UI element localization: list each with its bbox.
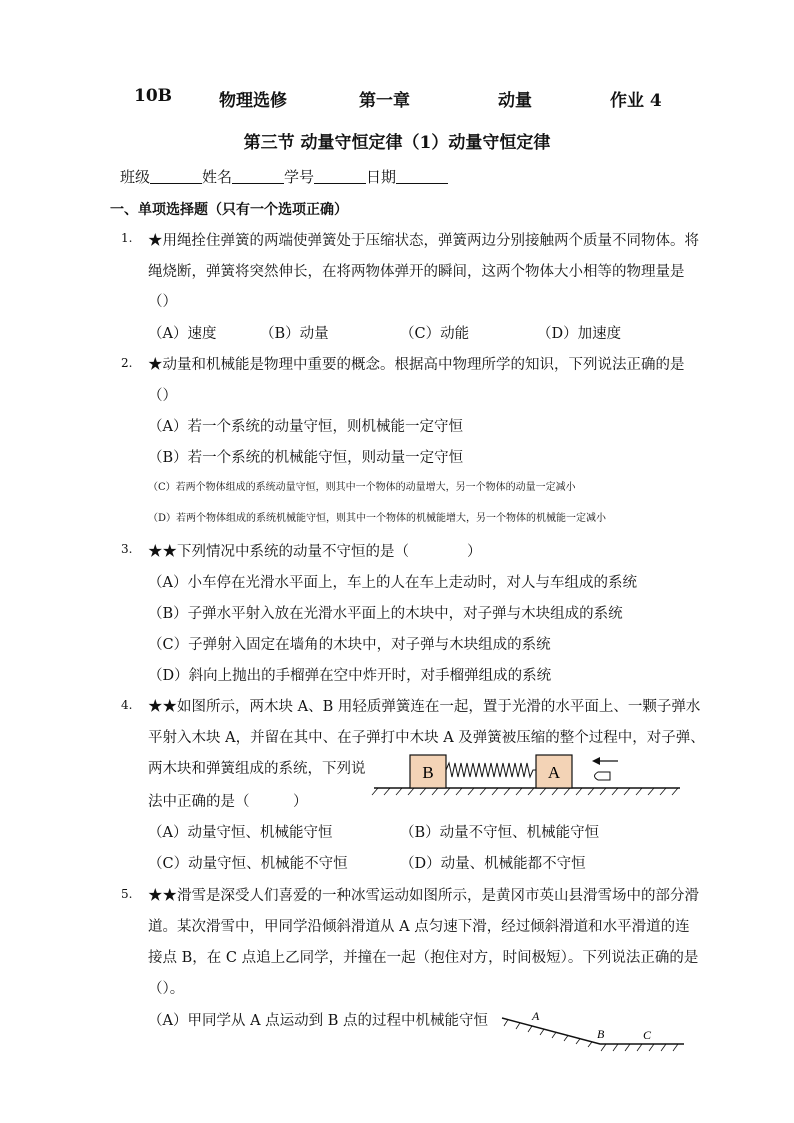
question-4-line-3: 两木块和弹簧组成的系统，下列说: [148, 761, 366, 777]
arrow-left-icon: [592, 757, 618, 765]
question-3-option-d[interactable]: （D）斜向上抛出的手榴弹在空中炸开时，对手榴弹组成的系统: [148, 668, 552, 684]
question-1-option-d[interactable]: （D）加速度: [537, 326, 622, 342]
question-1-line-3: （）: [148, 294, 177, 310]
header-class-code: 10B: [134, 86, 173, 106]
question-4-option-a[interactable]: （A）动量守恒、机械能守恒: [148, 825, 333, 841]
question-3-line-1: ★★下列情况中系统的动量不守恒的是（ ）: [148, 544, 482, 560]
question-1-option-b[interactable]: （B）动量: [260, 326, 329, 342]
question-1-option-a[interactable]: （A）速度: [148, 326, 217, 342]
header-chapter: 第一章: [359, 91, 410, 111]
slope-line: [502, 1018, 684, 1044]
class-label: 班级: [120, 168, 151, 186]
question-2-option-a[interactable]: （A）若一个系统的动量守恒，则机械能一定守恒: [148, 419, 463, 435]
block-a-label: A: [547, 763, 561, 782]
bullet-icon: [595, 772, 611, 780]
question-1-line-1: ★用绳拴住弹簧的两端使弹簧处于压缩状态，弹簧两边分别接触两个质量不同物体。将: [148, 233, 699, 249]
question-3-option-a[interactable]: （A）小车停在光滑水平面上，车上的人在车上走动时，对人与车组成的系统: [148, 575, 637, 591]
question-4-line-4: 法中正确的是（ ）: [148, 794, 308, 810]
student-info-line: [120, 166, 448, 187]
id-label: 学号: [284, 168, 315, 186]
question-4-option-c[interactable]: （C）动量守恒、机械能不守恒: [148, 856, 348, 872]
ground-hatching: [372, 788, 678, 795]
id-blank[interactable]: [314, 169, 366, 184]
page-title: 第三节 动量守恒定律（1）动量守恒定律: [243, 133, 551, 153]
question-4-line-2: 平射入木块 A，并留在其中、在子弹打中木块 A 及弹簧被压缩的整个过程中，对子弹、: [148, 730, 705, 746]
question-5-line-3: 接点 B，在 C 点追上乙同学，并撞在一起（抱住对方，时间极短）。下列说法正确的是: [148, 950, 699, 966]
date-blank[interactable]: [396, 169, 448, 184]
section-title: 一、单项选择题（只有一个选项正确）: [110, 202, 348, 218]
name-label: 姓名: [202, 168, 233, 186]
question-3-number: 3.: [121, 542, 133, 556]
question-5-option-a[interactable]: （A）甲同学从 A 点运动到 B 点的过程中机械能守恒: [148, 1013, 489, 1029]
slope-point-a: A: [532, 1009, 540, 1023]
block-b-label: B: [422, 763, 434, 782]
header-topic: 动量: [498, 91, 532, 111]
question-1-line-2: 绳烧断，弹簧将突然伸长，在将两物体弹开的瞬间，这两个物体大小相等的物理量是: [148, 264, 685, 280]
question-2-option-c[interactable]: （C）若两个物体组成的系统动量守恒，则其中一个物体的动量增大，另一个物体的动量一定减小: [148, 482, 576, 493]
question-4-line-1: ★★如图所示，两木块 A、B 用轻质弹簧连在一起，置于光滑的水平面上、一颗子弹水: [148, 699, 701, 715]
header-row: [0, 86, 794, 110]
question-5-number: 5.: [121, 887, 133, 901]
header-course: 物理选修: [219, 91, 287, 111]
name-blank[interactable]: [232, 169, 284, 184]
question-5-line-1: ★★滑雪是深受人们喜爱的一种冰雪运动如图所示，是黄冈市英山县滑雪场中的部分滑: [148, 888, 699, 904]
question-1-number: 1.: [121, 231, 133, 245]
spring-blocks-figure: [370, 750, 684, 796]
slope-hatching: [504, 1020, 678, 1051]
question-4-option-b[interactable]: （B）动量不守恒、机械能守恒: [400, 825, 600, 841]
question-2-line-2: （）: [148, 388, 177, 404]
slope-point-c: C: [643, 1028, 652, 1042]
question-2-number: 2.: [121, 356, 133, 370]
question-5-line-4: （）。: [148, 981, 185, 997]
question-5-line-2: 道。某次滑雪中，甲同学沿倾斜滑道从 A 点匀速下滑，经过倾斜滑道和水平滑道的连: [148, 919, 690, 935]
slope-point-b: B: [597, 1027, 605, 1041]
question-4-number: 4.: [121, 698, 133, 712]
question-2-option-d[interactable]: （D）若两个物体组成的系统机械能守恒，则其中一个物体的机械能增大，另一个物体的机械能一定减小: [148, 513, 607, 524]
spring: [446, 763, 536, 777]
ski-slope-figure: [498, 1004, 688, 1056]
header-homework: 作业 4: [610, 91, 662, 111]
date-label: 日期: [366, 168, 397, 186]
question-1-option-c[interactable]: （C）动能: [400, 326, 470, 342]
class-blank[interactable]: [150, 169, 202, 184]
question-2-option-b[interactable]: （B）若一个系统的机械能守恒，则动量一定守恒: [148, 450, 464, 466]
question-3-option-c[interactable]: （C）子弹射入固定在墙角的木块中，对子弹与木块组成的系统: [148, 637, 551, 653]
question-2-line-1: ★动量和机械能是物理中重要的概念。根据高中物理所学的知识，下列说法正确的是: [148, 357, 685, 373]
question-3-option-b[interactable]: （B）子弹水平射入放在光滑水平面上的木块中，对子弹与木块组成的系统: [148, 606, 623, 622]
question-4-option-d[interactable]: （D）动量、机械能都不守恒: [400, 856, 586, 872]
